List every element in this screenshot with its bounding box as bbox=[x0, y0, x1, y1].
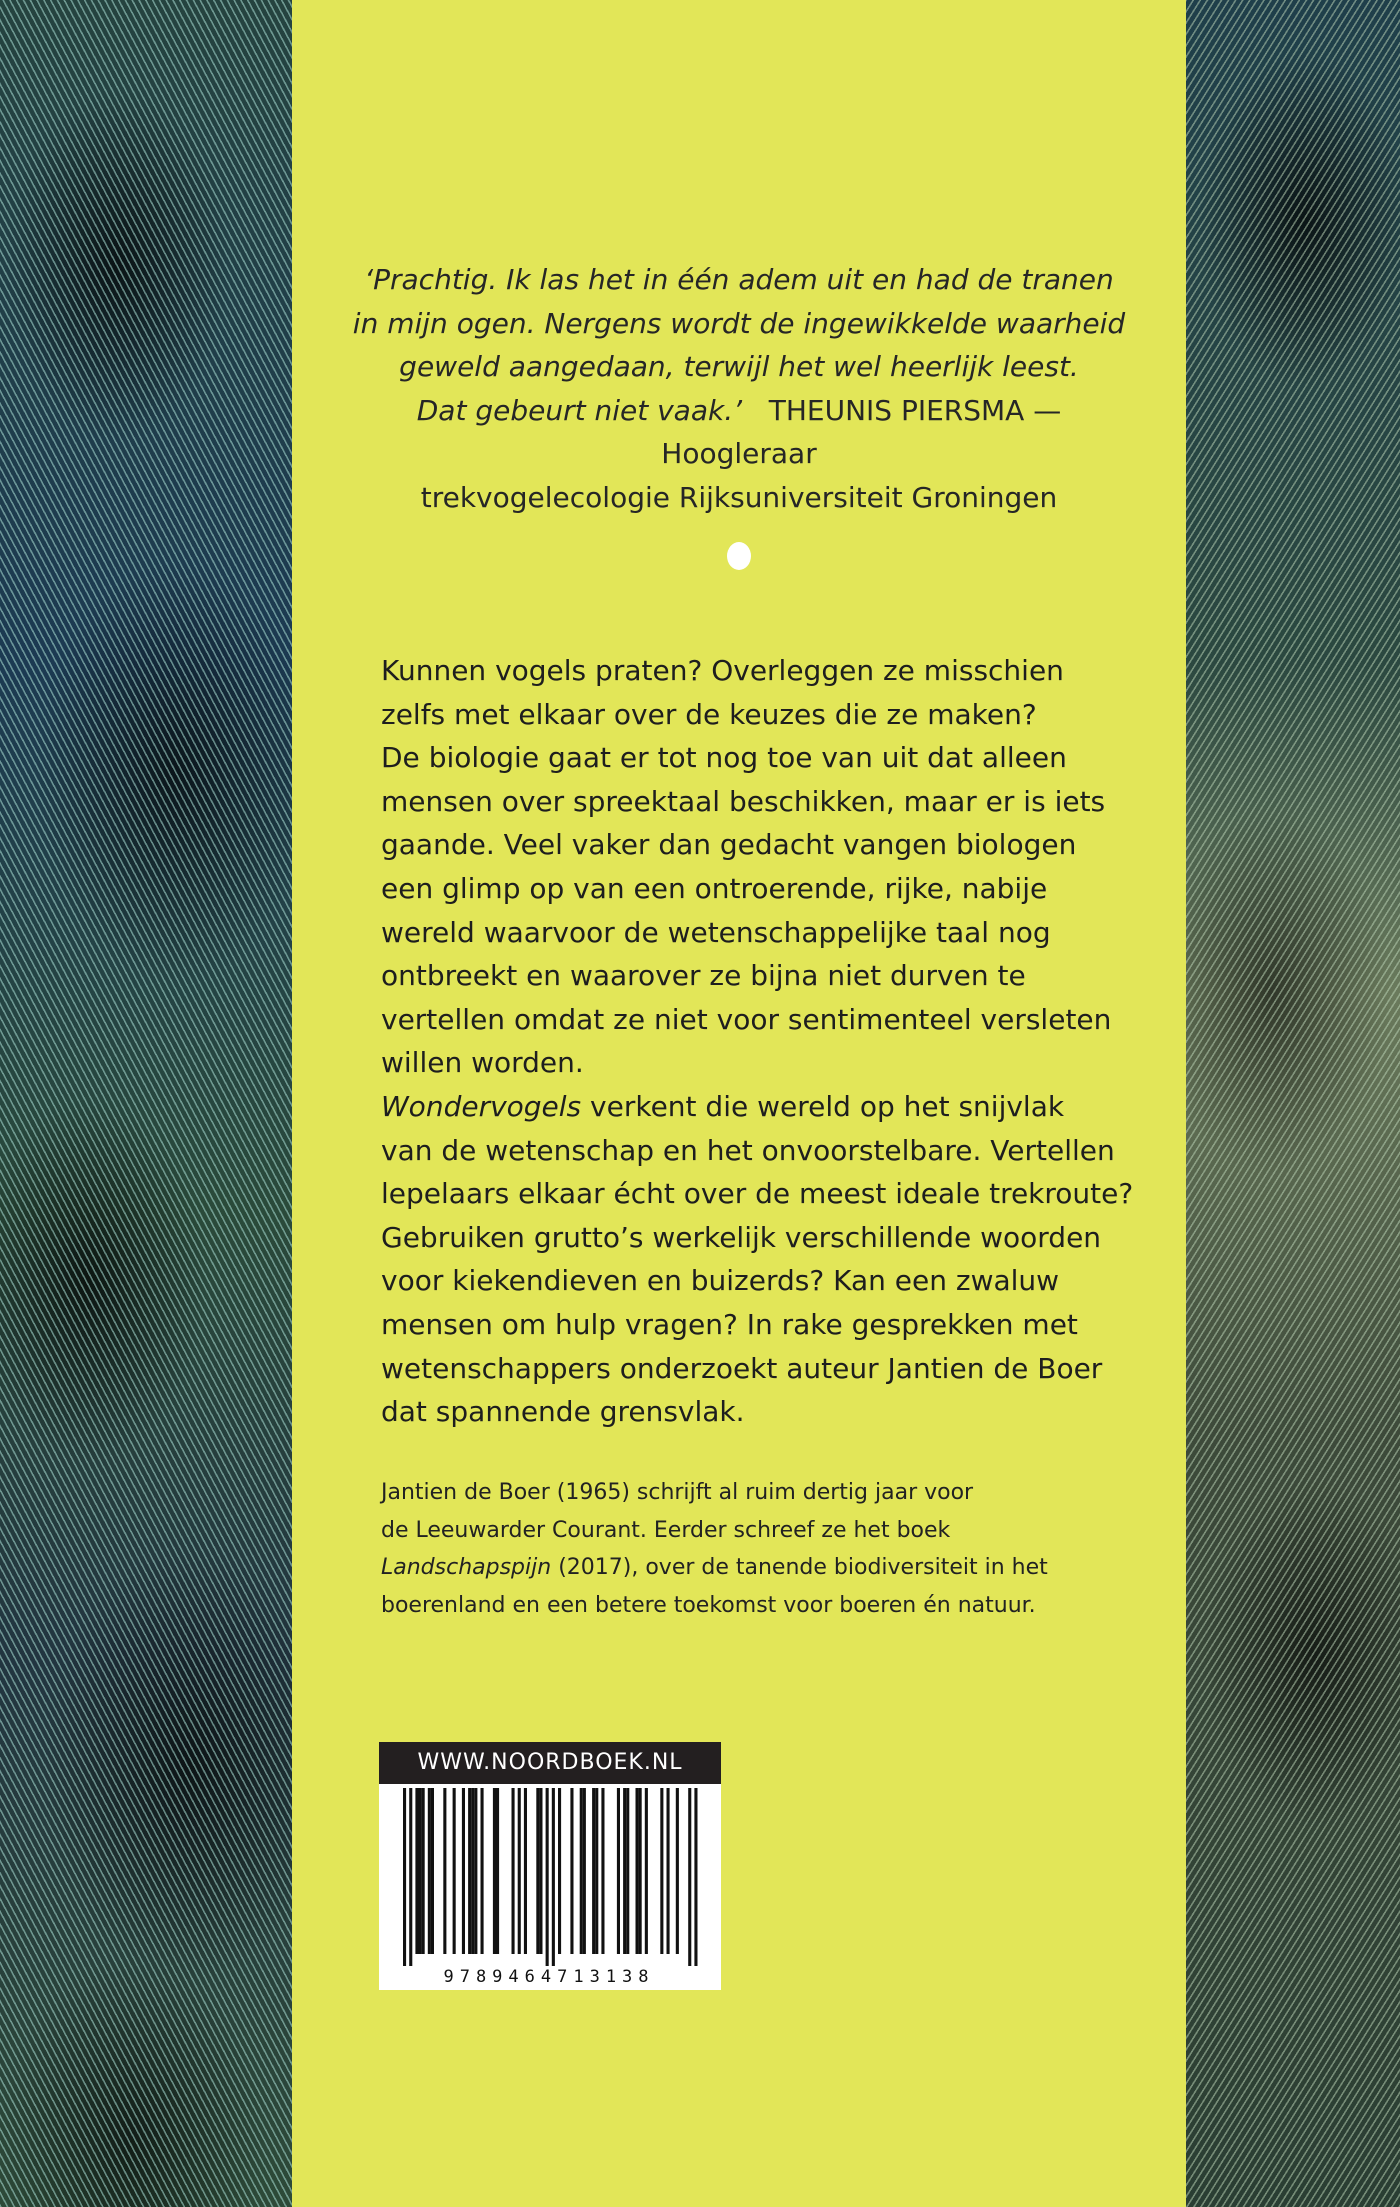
text-line: De biologie gaat er tot nog toe van uit dat alleen bbox=[381, 741, 1067, 775]
barcode-bar bbox=[443, 1788, 446, 1954]
text-line: vertellen omdat ze niet voor sentimenteel versleten bbox=[381, 1002, 1112, 1036]
barcode-bar bbox=[645, 1788, 648, 1954]
barcode-bar bbox=[667, 1788, 670, 1954]
barcode-bar bbox=[422, 1788, 425, 1954]
barcode-bar bbox=[601, 1788, 604, 1954]
feather-background-right bbox=[1186, 0, 1400, 2207]
review-quote bbox=[352, 258, 1126, 519]
quote-line: in mijn ogen. Nergens wordt de ingewikkelde waarheid bbox=[352, 306, 1126, 340]
barcode-bar bbox=[626, 1788, 629, 1954]
separator-dot bbox=[727, 542, 751, 570]
barcode-bar bbox=[419, 1788, 422, 1954]
text-line: mensen om hulp vragen? In rake gesprekken met bbox=[381, 1307, 1078, 1341]
barcode-bar bbox=[676, 1788, 679, 1954]
publisher-website: WWW.NOORDBOEK.NL bbox=[379, 1742, 721, 1784]
barcode-bar bbox=[453, 1788, 456, 1954]
quote-line: Dat gebeurt niet vaak.’ bbox=[416, 393, 743, 427]
text-line: willen worden. bbox=[381, 1046, 584, 1080]
barcode-bar bbox=[694, 1788, 697, 1966]
barcode-bar bbox=[428, 1788, 431, 1954]
text-line: lepelaars elkaar écht over de meest ideale trekroute? bbox=[381, 1177, 1134, 1211]
text-line: mensen over spreektaal beschikken, maar er is iets bbox=[381, 784, 1106, 818]
barcode-bar bbox=[639, 1788, 642, 1954]
barcode-bar bbox=[583, 1788, 586, 1954]
barcode-bar bbox=[595, 1788, 598, 1954]
barcode-bar bbox=[617, 1788, 620, 1954]
barcode-bar bbox=[558, 1788, 561, 1954]
text-line: gaande. Veel vaker dan gedacht vangen biologen bbox=[381, 828, 1077, 862]
description-paragraph-2 bbox=[381, 1085, 1141, 1434]
author-bio bbox=[381, 1474, 1141, 1624]
barcode-bar bbox=[592, 1788, 595, 1954]
barcode-bar bbox=[471, 1788, 474, 1954]
barcode-bar bbox=[546, 1788, 549, 1966]
barcode-bar bbox=[552, 1788, 555, 1966]
quote-line: geweld aangedaan, terwijl het wel heerlijk leest. bbox=[399, 350, 1079, 383]
barcode-bar bbox=[415, 1788, 418, 1954]
barcode-bar bbox=[493, 1788, 496, 1954]
previous-book-title: Landschapspijn bbox=[381, 1555, 552, 1580]
barcode-bar bbox=[462, 1788, 465, 1954]
barcode-bar bbox=[409, 1788, 412, 1966]
text-line: wereld waarvoor de wetenschappelijke taal nog bbox=[381, 915, 1051, 949]
bio-paragraph bbox=[381, 1474, 1141, 1624]
text-line: Gebruiken grutto’s werkelijk verschillende woorden bbox=[381, 1220, 1102, 1254]
barcode-bar bbox=[636, 1788, 639, 1954]
barcode-block bbox=[379, 1742, 721, 1990]
barcode-bars bbox=[403, 1788, 698, 1966]
bio-line: de Leeuwarder Courant. Eerder schreef ze het boek bbox=[381, 1517, 951, 1543]
barcode-bar bbox=[524, 1788, 527, 1954]
bio-line: (2017), over de tanende biodiversiteit in het bbox=[551, 1555, 1048, 1580]
barcode-bar bbox=[539, 1788, 542, 1954]
text-line: wetenschappers onderzoekt auteur Jantien de Boer bbox=[381, 1351, 1103, 1385]
barcode-bar bbox=[518, 1788, 521, 1954]
text-line: verkent die wereld op het snijvlak bbox=[581, 1089, 1065, 1123]
isbn-number: 9789464713138 bbox=[443, 1967, 655, 1987]
isbn-barcode bbox=[379, 1784, 721, 1990]
text-line: zelfs met elkaar over de keuzes die ze maken? bbox=[381, 697, 1037, 731]
barcode-bar bbox=[688, 1788, 691, 1966]
barcode-bar bbox=[474, 1788, 477, 1954]
barcode-bar bbox=[481, 1788, 484, 1954]
barcode-bar bbox=[660, 1788, 663, 1954]
text-line: ontbreekt en waarover ze bijna niet durven te bbox=[381, 959, 1026, 993]
back-cover-panel bbox=[292, 0, 1186, 2207]
text-line: Kunnen vogels praten? Overleggen ze misschien bbox=[381, 654, 1064, 687]
text-line: een glimp op van een ontroerende, rijke, nabije bbox=[381, 871, 1048, 905]
book-title: Wondervogels bbox=[381, 1089, 582, 1123]
text-line: voor kiekendieven en buizerds? Kan een zwaluw bbox=[381, 1264, 1060, 1298]
barcode-bar bbox=[623, 1788, 626, 1954]
barcode-bar bbox=[431, 1788, 434, 1954]
barcode-bar bbox=[512, 1788, 515, 1954]
quote-attribution-affiliation: trekvogelecologie Rijksuniversiteit Groningen bbox=[420, 480, 1058, 514]
barcode-bar bbox=[536, 1788, 539, 1954]
text-line: van de wetenschap en het onvoorstelbare. Vertellen bbox=[381, 1133, 1115, 1167]
barcode-bar bbox=[403, 1788, 406, 1966]
quote-attribution: THEUNIS PIERSMA — Hoogleraar bbox=[661, 393, 1062, 470]
barcode-bar bbox=[468, 1788, 471, 1954]
quote-line: ‘Prachtig. Ik las het in één adem uit en had de tranen bbox=[364, 263, 1114, 296]
description-paragraph-1 bbox=[381, 649, 1141, 1085]
barcode-bar bbox=[570, 1788, 573, 1954]
feather-background-left bbox=[0, 0, 292, 2207]
barcode-bar bbox=[496, 1788, 499, 1954]
barcode-bar bbox=[580, 1788, 583, 1954]
bio-line: Jantien de Boer (1965) schrijft al ruim dertig jaar voor bbox=[381, 1480, 974, 1505]
text-line: dat spannende grensvlak. bbox=[381, 1395, 745, 1429]
book-description bbox=[381, 649, 1141, 1434]
bio-line: boerenland en een betere toekomst voor boeren én natuur. bbox=[381, 1592, 1036, 1618]
